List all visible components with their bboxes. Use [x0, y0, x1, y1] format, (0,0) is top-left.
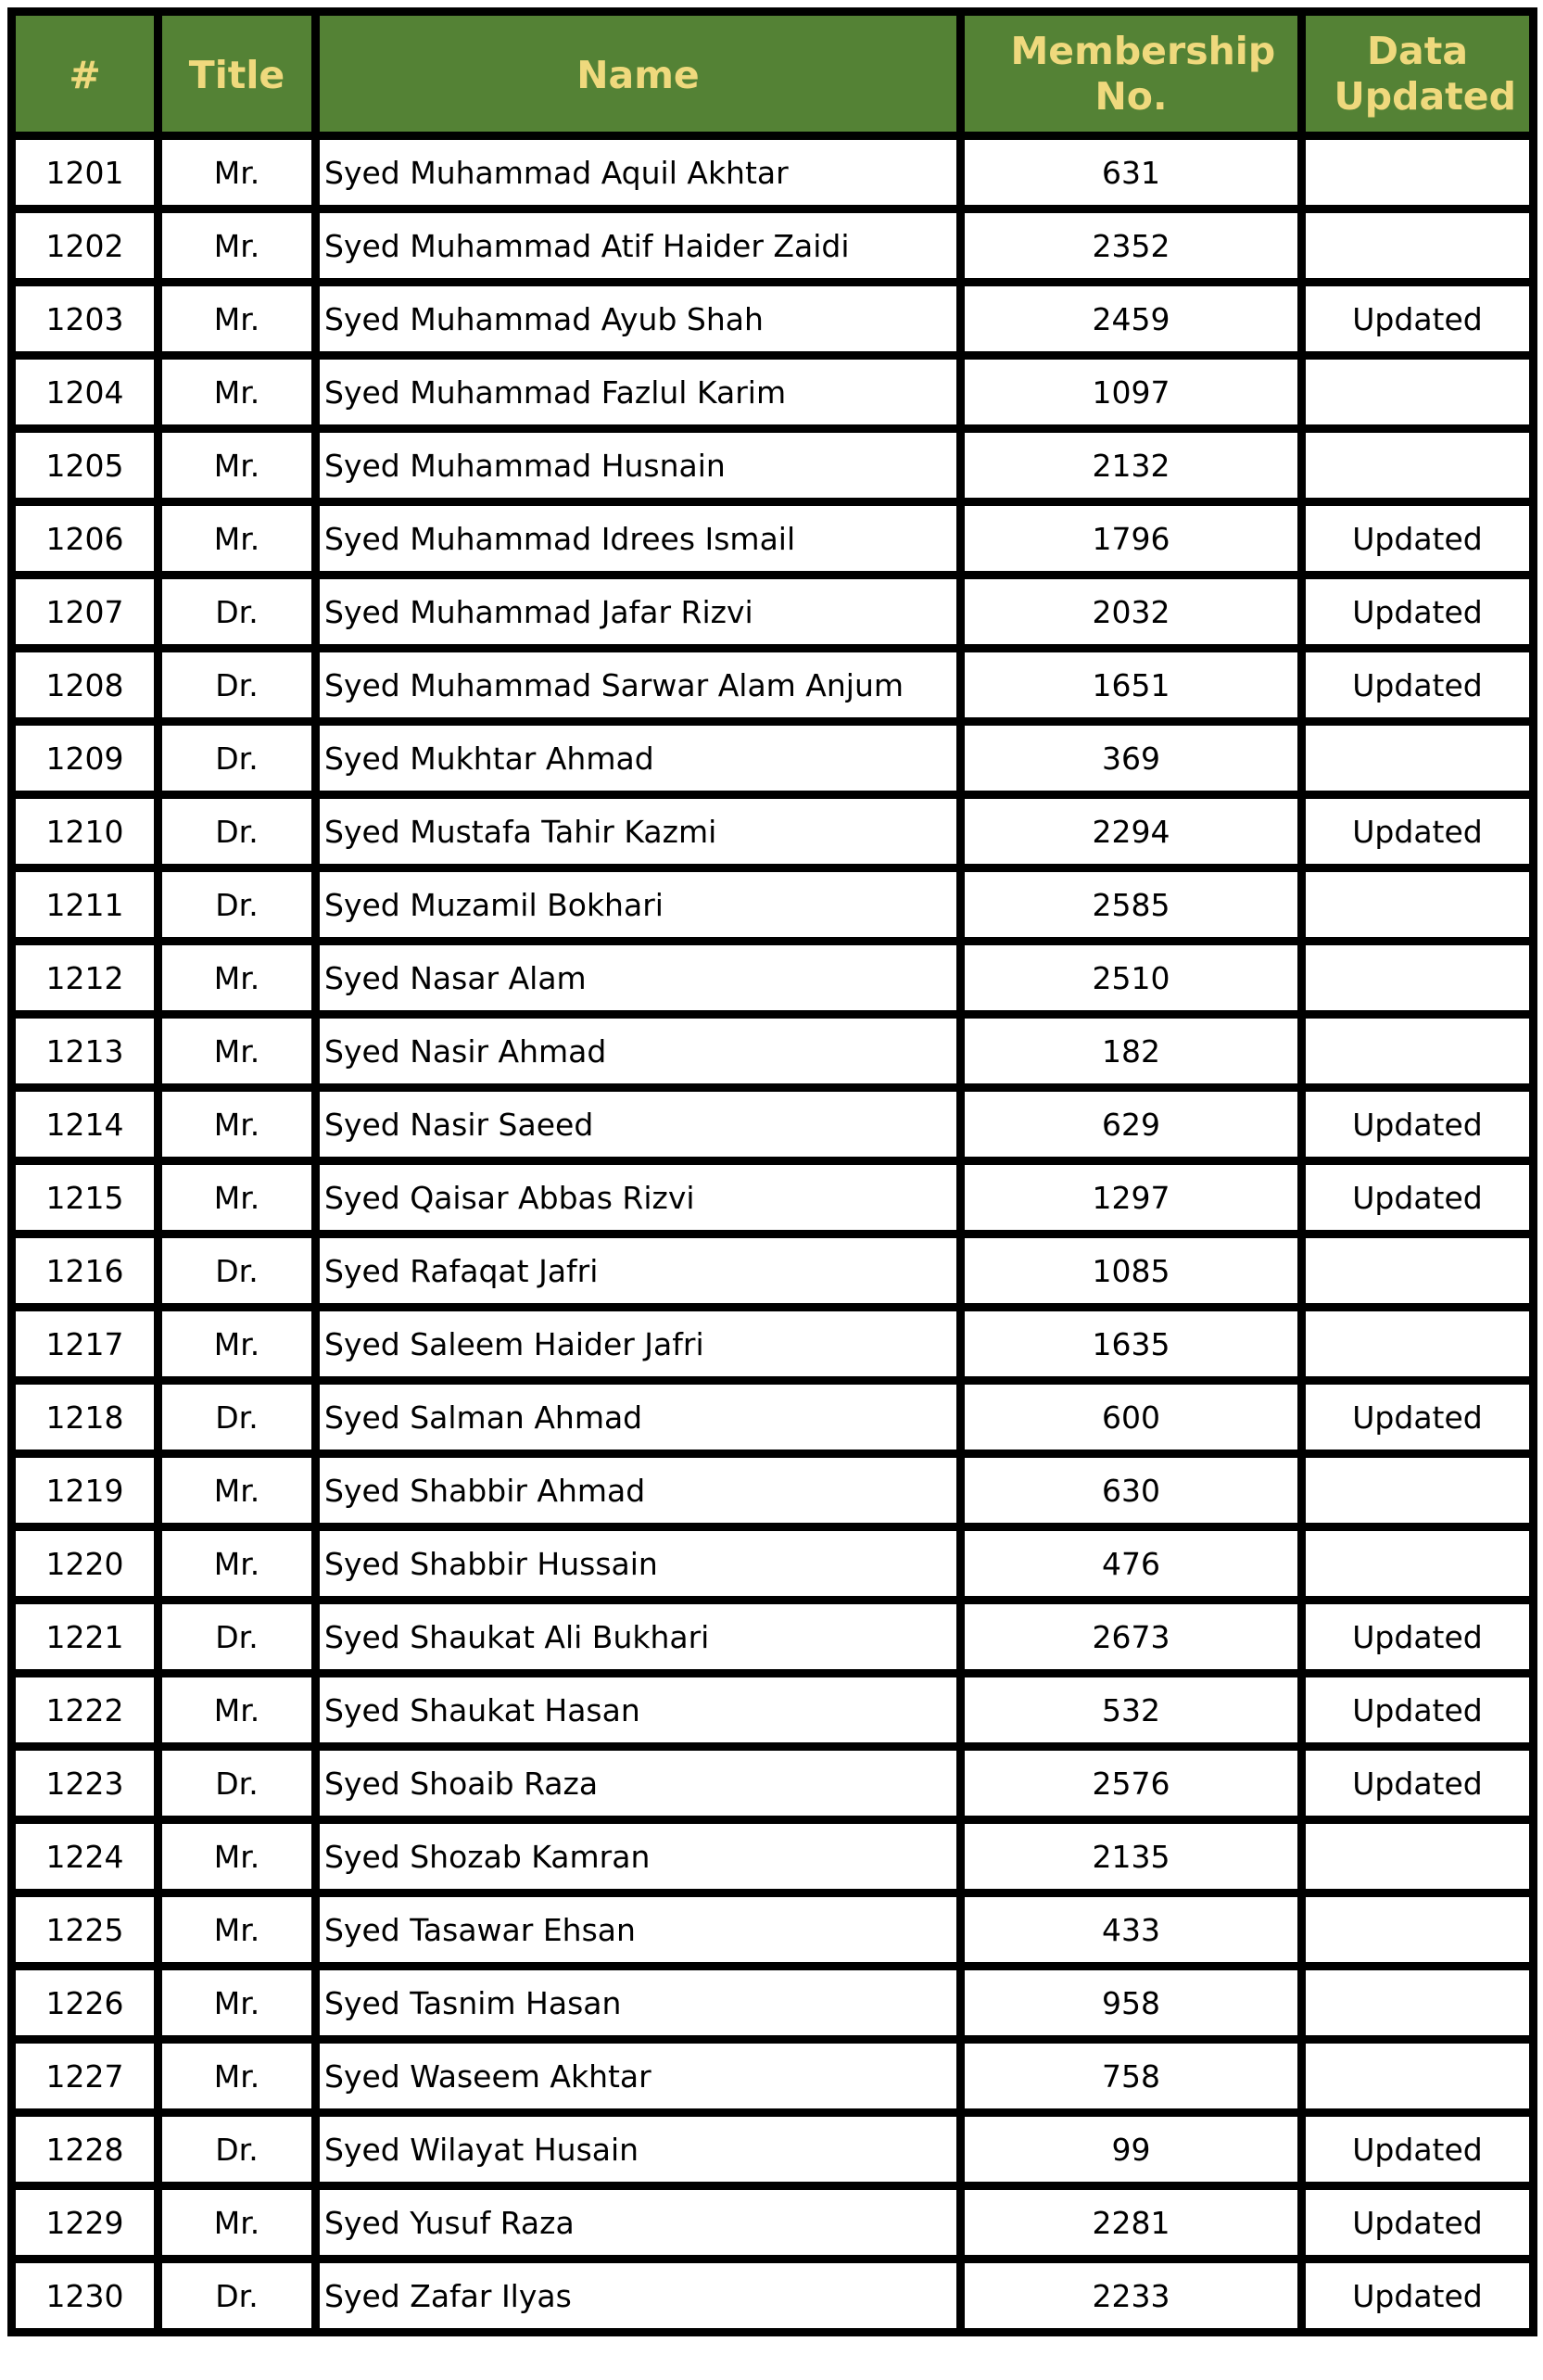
name-cell: Syed Zafar Ilyas — [316, 2260, 961, 2333]
name-cell: Syed Muhammad Idrees Ismail — [316, 502, 961, 576]
membership-no-cell: 758 — [961, 2040, 1302, 2113]
membership-no-cell: 1297 — [961, 1161, 1302, 1234]
row-number-cell: 1227 — [12, 2040, 158, 2113]
row-number-cell: 1214 — [12, 1088, 158, 1161]
table-row — [12, 1454, 1534, 1527]
title-cell: Dr. — [158, 1747, 316, 1820]
membership-no-cell: 631 — [961, 136, 1302, 209]
data-updated-cell — [1302, 1234, 1534, 1308]
row-number-cell: 1211 — [12, 868, 158, 942]
name-cell: Syed Rafaqat Jafri — [316, 1234, 961, 1308]
name-cell: Syed Yusuf Raza — [316, 2186, 961, 2260]
table-row — [12, 1820, 1534, 1893]
membership-no-cell: 476 — [961, 1527, 1302, 1601]
name-cell: Syed Muhammad Jafar Rizvi — [316, 576, 961, 649]
membership-no-cell: 2233 — [961, 2260, 1302, 2333]
name-cell: Syed Muhammad Ayub Shah — [316, 283, 961, 356]
table-row — [12, 502, 1534, 576]
table-row — [12, 2186, 1534, 2260]
table-row — [12, 1234, 1534, 1308]
row-number-cell: 1213 — [12, 1015, 158, 1088]
title-cell: Dr. — [158, 576, 316, 649]
header-membership-no — [961, 12, 1302, 136]
header-data-updated — [1302, 12, 1534, 136]
title-cell: Mr. — [158, 356, 316, 429]
membership-no-cell: 532 — [961, 1674, 1302, 1747]
data-updated-cell — [1302, 136, 1534, 209]
membership-no-cell: 2352 — [961, 209, 1302, 283]
table-row — [12, 868, 1534, 942]
title-cell: Mr. — [158, 136, 316, 209]
membership-no-cell: 2673 — [961, 1601, 1302, 1674]
data-updated-cell: Updated — [1302, 1088, 1534, 1161]
name-cell: Syed Mukhtar Ahmad — [316, 722, 961, 795]
data-updated-cell: Updated — [1302, 2186, 1534, 2260]
title-cell: Mr. — [158, 1308, 316, 1381]
data-updated-cell — [1302, 209, 1534, 283]
membership-no-cell: 1635 — [961, 1308, 1302, 1381]
name-cell: Syed Tasnim Hasan — [316, 1967, 961, 2040]
table-row — [12, 576, 1534, 649]
membership-no-cell: 1651 — [961, 649, 1302, 722]
table-row — [12, 1601, 1534, 1674]
title-cell: Mr. — [158, 942, 316, 1015]
row-number-cell: 1206 — [12, 502, 158, 576]
row-number-cell: 1228 — [12, 2113, 158, 2186]
header-number-label: # — [69, 52, 101, 97]
title-cell: Dr. — [158, 1381, 316, 1454]
name-cell: Syed Saleem Haider Jafri — [316, 1308, 961, 1381]
data-updated-cell: Updated — [1302, 795, 1534, 868]
data-updated-cell: Updated — [1302, 1381, 1534, 1454]
title-cell: Dr. — [158, 1234, 316, 1308]
membership-no-cell: 2459 — [961, 283, 1302, 356]
title-cell: Mr. — [158, 1015, 316, 1088]
table-header — [12, 12, 1534, 136]
table-row — [12, 1527, 1534, 1601]
membership-no-cell: 2510 — [961, 942, 1302, 1015]
title-cell: Mr. — [158, 1161, 316, 1234]
row-number-cell: 1226 — [12, 1967, 158, 2040]
header-name — [316, 12, 961, 136]
table-row — [12, 1967, 1534, 2040]
header-name-label: Name — [576, 52, 700, 97]
table-row — [12, 283, 1534, 356]
row-number-cell: 1202 — [12, 209, 158, 283]
title-cell: Mr. — [158, 429, 316, 502]
data-updated-cell — [1302, 1820, 1534, 1893]
header-data-updated-label: Data Updated — [1334, 29, 1516, 119]
header-title-label: Title — [188, 52, 285, 97]
table-body — [12, 136, 1534, 2333]
table-row — [12, 1381, 1534, 1454]
data-updated-cell: Updated — [1302, 1161, 1534, 1234]
data-updated-cell — [1302, 942, 1534, 1015]
membership-no-cell: 433 — [961, 1893, 1302, 1967]
membership-no-cell: 1796 — [961, 502, 1302, 576]
data-updated-cell — [1302, 2040, 1534, 2113]
table-row — [12, 795, 1534, 868]
title-cell: Dr. — [158, 1601, 316, 1674]
name-cell: Syed Qaisar Abbas Rizvi — [316, 1161, 961, 1234]
name-cell: Syed Mustafa Tahir Kazmi — [316, 795, 961, 868]
name-cell: Syed Nasar Alam — [316, 942, 961, 1015]
title-cell: Dr. — [158, 649, 316, 722]
table-row — [12, 1308, 1534, 1381]
table-row — [12, 2113, 1534, 2186]
data-updated-cell — [1302, 1967, 1534, 2040]
table-header-row — [12, 12, 1534, 136]
table-row — [12, 2040, 1534, 2113]
table-row — [12, 2260, 1534, 2333]
name-cell: Syed Muhammad Husnain — [316, 429, 961, 502]
name-cell: Syed Nasir Ahmad — [316, 1015, 961, 1088]
header-number — [12, 12, 158, 136]
membership-no-cell: 369 — [961, 722, 1302, 795]
name-cell: Syed Muhammad Atif Haider Zaidi — [316, 209, 961, 283]
title-cell: Mr. — [158, 209, 316, 283]
row-number-cell: 1222 — [12, 1674, 158, 1747]
title-cell: Mr. — [158, 1674, 316, 1747]
row-number-cell: 1209 — [12, 722, 158, 795]
membership-no-cell: 958 — [961, 1967, 1302, 2040]
membership-no-cell: 2585 — [961, 868, 1302, 942]
membership-no-cell: 2032 — [961, 576, 1302, 649]
title-cell: Mr. — [158, 1820, 316, 1893]
row-number-cell: 1229 — [12, 2186, 158, 2260]
table-row — [12, 649, 1534, 722]
name-cell: Syed Muzamil Bokhari — [316, 868, 961, 942]
name-cell: Syed Waseem Akhtar — [316, 2040, 961, 2113]
title-cell: Mr. — [158, 1967, 316, 2040]
data-updated-cell: Updated — [1302, 1674, 1534, 1747]
name-cell: Syed Shaukat Hasan — [316, 1674, 961, 1747]
title-cell: Dr. — [158, 795, 316, 868]
table-row — [12, 722, 1534, 795]
membership-table — [7, 7, 1537, 2336]
row-number-cell: 1219 — [12, 1454, 158, 1527]
name-cell: Syed Muhammad Fazlul Karim — [316, 356, 961, 429]
row-number-cell: 1203 — [12, 283, 158, 356]
header-title — [158, 12, 316, 136]
header-membership-no-label: Membership No. — [1010, 29, 1276, 119]
title-cell: Dr. — [158, 722, 316, 795]
data-updated-cell: Updated — [1302, 576, 1534, 649]
title-cell: Mr. — [158, 2040, 316, 2113]
title-cell: Dr. — [158, 2260, 316, 2333]
name-cell: Syed Salman Ahmad — [316, 1381, 961, 1454]
title-cell: Mr. — [158, 283, 316, 356]
table-row — [12, 209, 1534, 283]
membership-no-cell: 2132 — [961, 429, 1302, 502]
data-updated-cell: Updated — [1302, 1747, 1534, 1820]
row-number-cell: 1230 — [12, 2260, 158, 2333]
table-row — [12, 136, 1534, 209]
row-number-cell: 1207 — [12, 576, 158, 649]
membership-no-cell: 2294 — [961, 795, 1302, 868]
name-cell: Syed Shoaib Raza — [316, 1747, 961, 1820]
row-number-cell: 1217 — [12, 1308, 158, 1381]
table-row — [12, 1088, 1534, 1161]
membership-no-cell: 2135 — [961, 1820, 1302, 1893]
name-cell: Syed Shozab Kamran — [316, 1820, 961, 1893]
name-cell: Syed Wilayat Husain — [316, 2113, 961, 2186]
membership-no-cell: 630 — [961, 1454, 1302, 1527]
table-row — [12, 1161, 1534, 1234]
row-number-cell: 1221 — [12, 1601, 158, 1674]
table-row — [12, 356, 1534, 429]
table-row — [12, 1015, 1534, 1088]
row-number-cell: 1205 — [12, 429, 158, 502]
title-cell: Dr. — [158, 868, 316, 942]
data-updated-cell: Updated — [1302, 2260, 1534, 2333]
title-cell: Mr. — [158, 502, 316, 576]
name-cell: Syed Muhammad Sarwar Alam Anjum — [316, 649, 961, 722]
data-updated-cell — [1302, 1015, 1534, 1088]
name-cell: Syed Tasawar Ehsan — [316, 1893, 961, 1967]
table-row — [12, 429, 1534, 502]
table-row — [12, 942, 1534, 1015]
row-number-cell: 1212 — [12, 942, 158, 1015]
data-updated-cell — [1302, 1527, 1534, 1601]
membership-no-cell: 2576 — [961, 1747, 1302, 1820]
row-number-cell: 1215 — [12, 1161, 158, 1234]
table-row — [12, 1893, 1534, 1967]
data-updated-cell — [1302, 1308, 1534, 1381]
title-cell: Dr. — [158, 2113, 316, 2186]
data-updated-cell: Updated — [1302, 2113, 1534, 2186]
data-updated-cell: Updated — [1302, 649, 1534, 722]
row-number-cell: 1208 — [12, 649, 158, 722]
data-updated-cell — [1302, 356, 1534, 429]
table-row — [12, 1747, 1534, 1820]
membership-no-cell: 1097 — [961, 356, 1302, 429]
membership-no-cell: 1085 — [961, 1234, 1302, 1308]
membership-no-cell: 99 — [961, 2113, 1302, 2186]
row-number-cell: 1210 — [12, 795, 158, 868]
membership-no-cell: 182 — [961, 1015, 1302, 1088]
title-cell: Mr. — [158, 1454, 316, 1527]
table-row — [12, 1674, 1534, 1747]
data-updated-cell — [1302, 722, 1534, 795]
data-updated-cell — [1302, 1893, 1534, 1967]
row-number-cell: 1225 — [12, 1893, 158, 1967]
row-number-cell: 1201 — [12, 136, 158, 209]
membership-no-cell: 2281 — [961, 2186, 1302, 2260]
data-updated-cell — [1302, 868, 1534, 942]
name-cell: Syed Nasir Saeed — [316, 1088, 961, 1161]
membership-no-cell: 629 — [961, 1088, 1302, 1161]
data-updated-cell — [1302, 429, 1534, 502]
row-number-cell: 1224 — [12, 1820, 158, 1893]
name-cell: Syed Muhammad Aquil Akhtar — [316, 136, 961, 209]
data-updated-cell: Updated — [1302, 1601, 1534, 1674]
name-cell: Syed Shaukat Ali Bukhari — [316, 1601, 961, 1674]
row-number-cell: 1218 — [12, 1381, 158, 1454]
membership-no-cell: 600 — [961, 1381, 1302, 1454]
name-cell: Syed Shabbir Ahmad — [316, 1454, 961, 1527]
data-updated-cell — [1302, 1454, 1534, 1527]
row-number-cell: 1223 — [12, 1747, 158, 1820]
row-number-cell: 1216 — [12, 1234, 158, 1308]
row-number-cell: 1220 — [12, 1527, 158, 1601]
data-updated-cell: Updated — [1302, 283, 1534, 356]
title-cell: Mr. — [158, 1088, 316, 1161]
row-number-cell: 1204 — [12, 356, 158, 429]
data-updated-cell: Updated — [1302, 502, 1534, 576]
title-cell: Mr. — [158, 2186, 316, 2260]
name-cell: Syed Shabbir Hussain — [316, 1527, 961, 1601]
title-cell: Mr. — [158, 1527, 316, 1601]
title-cell: Mr. — [158, 1893, 316, 1967]
